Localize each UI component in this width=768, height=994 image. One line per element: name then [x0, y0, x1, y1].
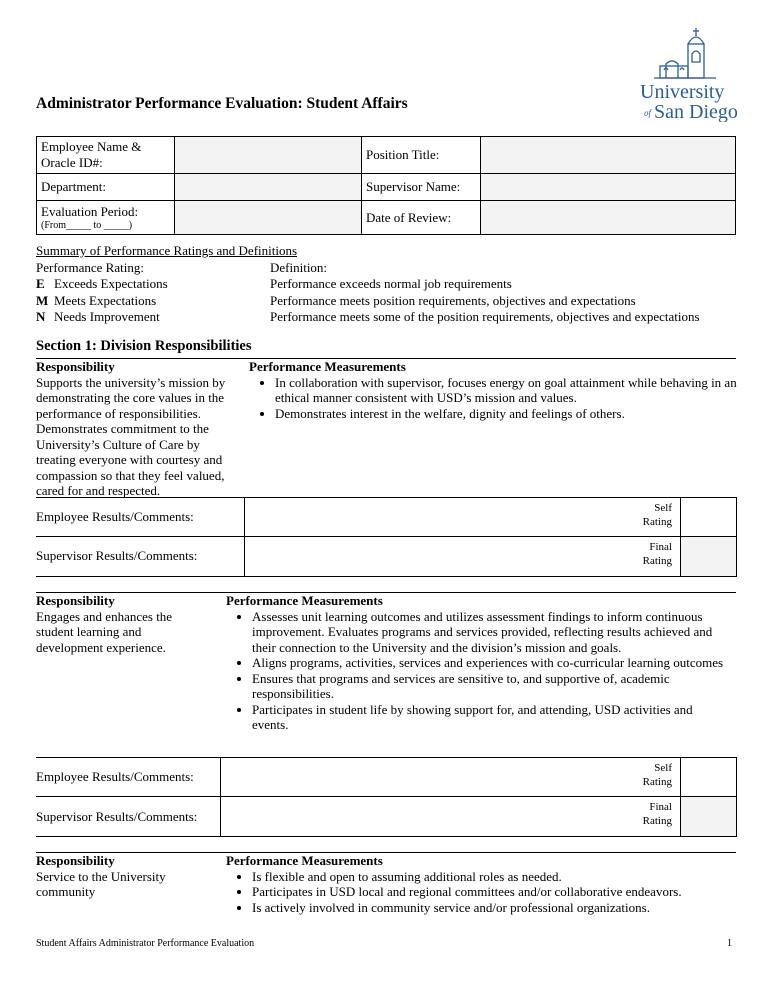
logo-text-of: of [644, 108, 652, 118]
rating-row: E Exceeds Expectations Performance exceeds normal job requirements [36, 276, 512, 291]
measurements-cell: Performance Measurements • Is flexible and open to assuming additional roles as needed. • Participates in USD local and regional committees and/or collaborative endeavors. • Is actively involved in community service and/or professional organizations. [226, 853, 736, 915]
final-rating-label: Final Rating [642, 801, 672, 827]
footer-text: Student Affairs Administrator Performance Evaluation [36, 938, 255, 949]
employee-comments-label: Employee Results/Comments: [36, 509, 194, 524]
self-rating-label: Self Rating [642, 502, 672, 528]
date-of-review-label: Date of Review: [362, 201, 481, 235]
university-logo [636, 26, 740, 122]
position-title-label: Position Title: [362, 137, 481, 174]
self-rating-box[interactable] [680, 757, 737, 798]
final-rating-box[interactable] [680, 796, 737, 837]
measurement-item: • In collaboration with supervisor, focuses energy on goal attainment while behaving in an ethical manner consistent with USD’s mission and values. [275, 375, 739, 406]
evaluation-period-field[interactable] [175, 201, 362, 235]
self-rating-box[interactable] [680, 497, 737, 538]
self-rating-label: Self Rating [642, 762, 672, 788]
rating-head: Performance Rating: [36, 259, 144, 275]
measurement-item: • Aligns programs, activities, services and experiences with co-curricular learning outcomes [252, 655, 726, 671]
section-title: Section 1: Division Responsibilities [36, 338, 252, 354]
logo-text-university: University [640, 81, 725, 103]
measurement-item: • Assesses unit learning outcomes and utilizes assessment findings to inform continuous improvement. Evaluates programs and services provided, reflecting results achieved and their connection to the University and the division’s mission and goals. [252, 609, 726, 656]
employee-comments-label: Employee Results/Comments: [36, 769, 194, 784]
measurement-item: • Participates in student life by showing support for, and attending, USD activities and events. [252, 702, 726, 733]
supervisor-name-field[interactable] [481, 174, 736, 201]
responsibility-cell: Responsibility Service to the University community [36, 853, 166, 899]
department-field[interactable] [175, 174, 362, 201]
measurement-item: • Is flexible and open to assuming additional roles as needed. [252, 869, 736, 885]
position-title-field[interactable] [481, 137, 736, 174]
measurement-item: • Is actively involved in community service and/or professional organizations. [252, 900, 736, 916]
evaluation-period-label: Evaluation Period: (From_____ to _____) [37, 201, 175, 235]
responsibility-cell: Responsibility Engages and enhances the student learning and development experience. [36, 593, 173, 655]
page-number: 1 [727, 938, 732, 949]
employee-name-label: Employee Name & Oracle ID#: [37, 137, 175, 174]
rating-row: M Meets Expectations Performance meets position requirements, objectives and expectations [36, 292, 636, 308]
department-label: Department: [37, 174, 175, 201]
supervisor-name-label: Supervisor Name: [362, 174, 481, 201]
summary-heading: Summary of Performance Ratings and Definitions [36, 243, 298, 258]
measurement-item: • Participates in USD local and regional committees and/or collaborative endeavors. [252, 884, 736, 900]
employee-name-field[interactable] [175, 137, 362, 174]
mission-tower-icon [636, 26, 740, 122]
ratings-summary [36, 243, 736, 326]
rating-row: N Needs Improvement Performance meets some of the position requirements, objectives and expectations [36, 309, 700, 324]
supervisor-comments-label: Supervisor Results/Comments: [36, 809, 198, 824]
supervisor-comments-label: Supervisor Results/Comments: [36, 548, 198, 563]
responsibility-cell: Responsibility Supports the university’s mission by demonstrating the core values in the performance of responsibilities. Demonstrates commitment to the University’s Culture of Care by treating everyone with courtesy and compassion so that they feel valued, cared for and respected. [36, 359, 226, 498]
final-rating-box[interactable] [680, 536, 737, 577]
date-of-review-field[interactable] [481, 201, 736, 235]
measurement-item: • Demonstrates interest in the welfare, dignity and feelings of others. [275, 406, 739, 422]
measurement-item: • Ensures that programs and services are sensitive to, and supportive of, academic responsibilities. [252, 671, 726, 702]
measurements-cell: Performance Measurements • In collaboration with supervisor, focuses energy on goal attainment while behaving in an ethical manner consistent with USD’s mission and values. • Demonstrates interest in the welfare, dignity and feelings of others. [249, 359, 739, 421]
employee-info-table [36, 136, 736, 235]
measurements-cell: Performance Measurements • Assesses unit learning outcomes and utilizes assessment findings to inform continuous improvement. Evaluates programs and services provided, reflecting results achieved and their connection to the University and the division’s mission and goals. • Aligns programs, activities, services and experiences with co-curricular learning outcomes • Ensures that programs and services are sensitive to, and supportive of, academic responsibilities. • Participates in student life by showing support for, and attending, USD activities and events. [226, 593, 726, 733]
definition-head: Definition: [270, 259, 328, 275]
logo-text-san-diego: San Diego [654, 101, 738, 122]
page-title: Administrator Performance Evaluation: Student Affairs [36, 95, 408, 112]
final-rating-label: Final Rating [642, 541, 672, 567]
